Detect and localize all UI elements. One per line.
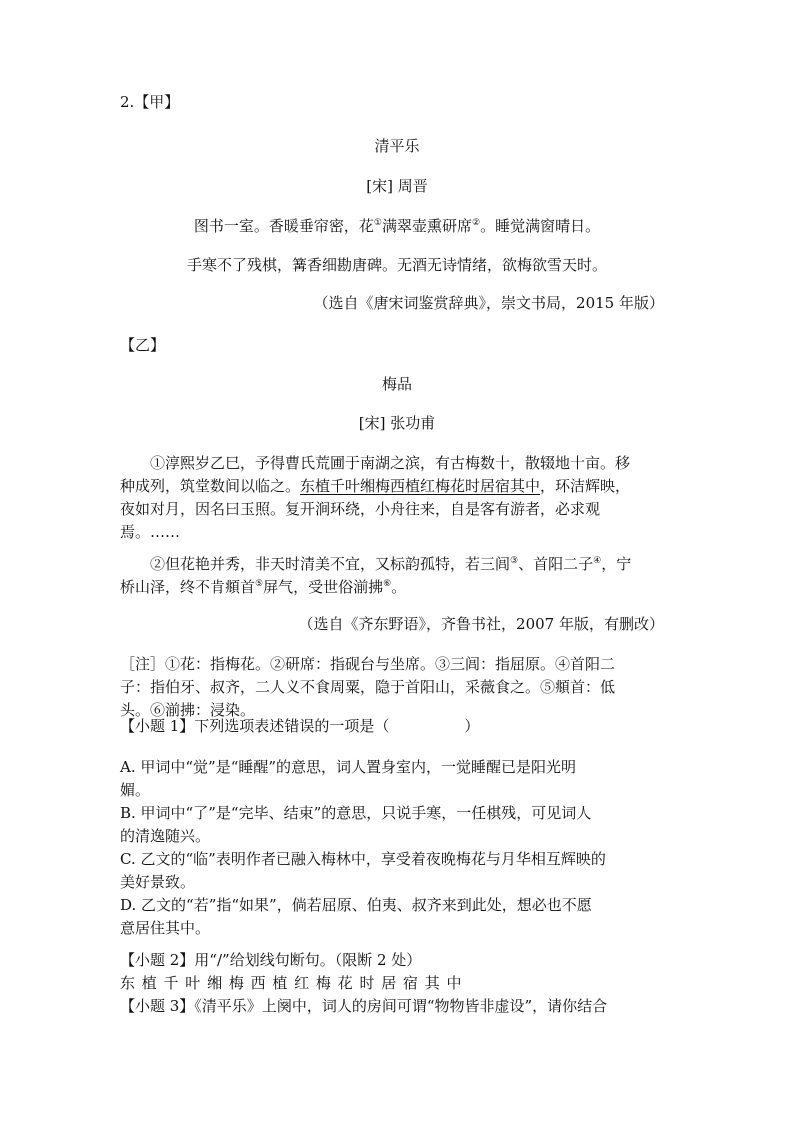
option-a-line-1: A. 甲词中“觉”是“睡醒”的意思，词人置身室内，一觉睡醒已是阳光明 bbox=[120, 758, 577, 776]
option-d-line-1: D. 乙文的“若”指“如果”，倘若屈原、伯夷、叔齐来到此处，想必也不愿 bbox=[120, 896, 592, 914]
poem-source: （选自《唐宋词鉴赏辞典》，崇文书局，2015 年版） bbox=[313, 294, 664, 312]
note-ref-6: ⑥ bbox=[383, 579, 392, 589]
prose-p1-line-3: 夜如对月，因名曰玉照。复开涧环绕，小舟往来，自是客有游者，必求观 bbox=[120, 500, 601, 518]
note-ref-1: ① bbox=[373, 218, 382, 228]
prose-p2-line-1-c: ，宁 bbox=[601, 555, 632, 573]
notes-line-2: 子：指伯牙、叔齐，二人义不食周粟，隐于首阳山，采薇食之。⑤頫首：低 bbox=[120, 678, 616, 696]
note-ref-3: ③ bbox=[510, 556, 519, 566]
prose-title: 梅品 bbox=[381, 375, 412, 393]
poem-author: [宋] 周晋 bbox=[366, 177, 428, 195]
question-2-stem: 【小题 2】用“/”给划线句断句。（限断 2 处） bbox=[120, 951, 422, 969]
underlined-sentence: 东植千叶缃梅西植红梅花时居宿其中 bbox=[300, 477, 541, 495]
option-d-line-2: 意居住其中。 bbox=[120, 919, 211, 937]
poem-line-1-a: 图书一室。香暖垂帘密，花 bbox=[193, 217, 374, 235]
prose-p2-line-2-a: 桥山泽，终不肯頫首 bbox=[120, 578, 256, 596]
note-ref-4: ④ bbox=[593, 556, 602, 566]
section-yi-label: 【乙】 bbox=[120, 336, 166, 354]
prose-p2-line-2-c: 。 bbox=[391, 578, 407, 596]
poem-line-1-b: 满翠壶熏研席 bbox=[381, 217, 472, 235]
section-jia-label: 2.【甲】 bbox=[120, 93, 180, 111]
poem-line-1-c: 。睡觉满窗晴日。 bbox=[480, 217, 601, 235]
note-ref-2: ② bbox=[472, 218, 481, 228]
poem-line-1 bbox=[0, 214, 794, 238]
prose-p1-line-2 bbox=[120, 474, 630, 498]
question-1-stem: 【小题 1】下列选项表述错误的一项是（ ） bbox=[120, 717, 480, 735]
prose-p1-line-2-b: ，环洁辉映， bbox=[540, 477, 631, 495]
prose-p2-line-2 bbox=[120, 575, 406, 599]
question-3-stem: 【小题 3】《清平乐》上阕中，词人的房间可谓“物物皆非虚设”，请你结合 bbox=[120, 997, 608, 1015]
option-b-line-2: 的清逸随兴。 bbox=[120, 827, 211, 845]
prose-author: [宋] 张功甫 bbox=[358, 414, 436, 432]
prose-p1-line-2-a: 种成列，筑堂数间以临之。 bbox=[120, 477, 301, 495]
prose-p1-line-1: ①淳熙岁乙巳，予得曹氏荒圃于南湖之滨，有古梅数十，散辍地十亩。移 bbox=[150, 454, 631, 472]
prose-p2-line-1-a: ②但花艳并秀，非天时清美不宜，又标韵孤特，若三闾 bbox=[150, 555, 511, 573]
option-b-line-1: B. 甲词中“了”是“完毕、结束”的意思，只说手寒，一任棋残，可见词人 bbox=[120, 804, 592, 822]
option-c-line-2: 美好景致。 bbox=[120, 873, 196, 891]
prose-p2-line-1-b: 、首阳二子 bbox=[518, 555, 594, 573]
notes-line-3: 头。⑥湔拂：浸染。 bbox=[120, 701, 256, 719]
option-c-line-1: C. 乙文的“临”表明作者已融入梅林中，享受着夜晚梅花与月华相互辉映的 bbox=[120, 850, 606, 868]
prose-p2-line-2-b: 屏气，受世俗湔拂 bbox=[263, 578, 384, 596]
note-ref-5: ⑤ bbox=[255, 579, 264, 589]
notes-line-1: ［注］①花：指梅花。②研席：指砚台与坐席。③三闾：指屈原。④首阳二 bbox=[120, 655, 616, 673]
option-a-line-2: 媚。 bbox=[120, 781, 151, 799]
prose-p1-line-4: 焉。…… bbox=[120, 523, 181, 541]
poem-title: 清平乐 bbox=[374, 137, 420, 155]
prose-p2-line-1 bbox=[150, 552, 631, 576]
prose-source: （选自《齐东野语》，齐鲁书社，2007 年版，有删改） bbox=[298, 615, 664, 633]
question-2-characters: 东 植 千 叶 缃 梅 西 植 红 梅 花 时 居 宿 其 中 bbox=[120, 974, 463, 992]
poem-line-2: 手寒不了残棋，篝香细勘唐碑。无酒无诗情绪，欲梅欲雪天时。 bbox=[186, 256, 607, 274]
